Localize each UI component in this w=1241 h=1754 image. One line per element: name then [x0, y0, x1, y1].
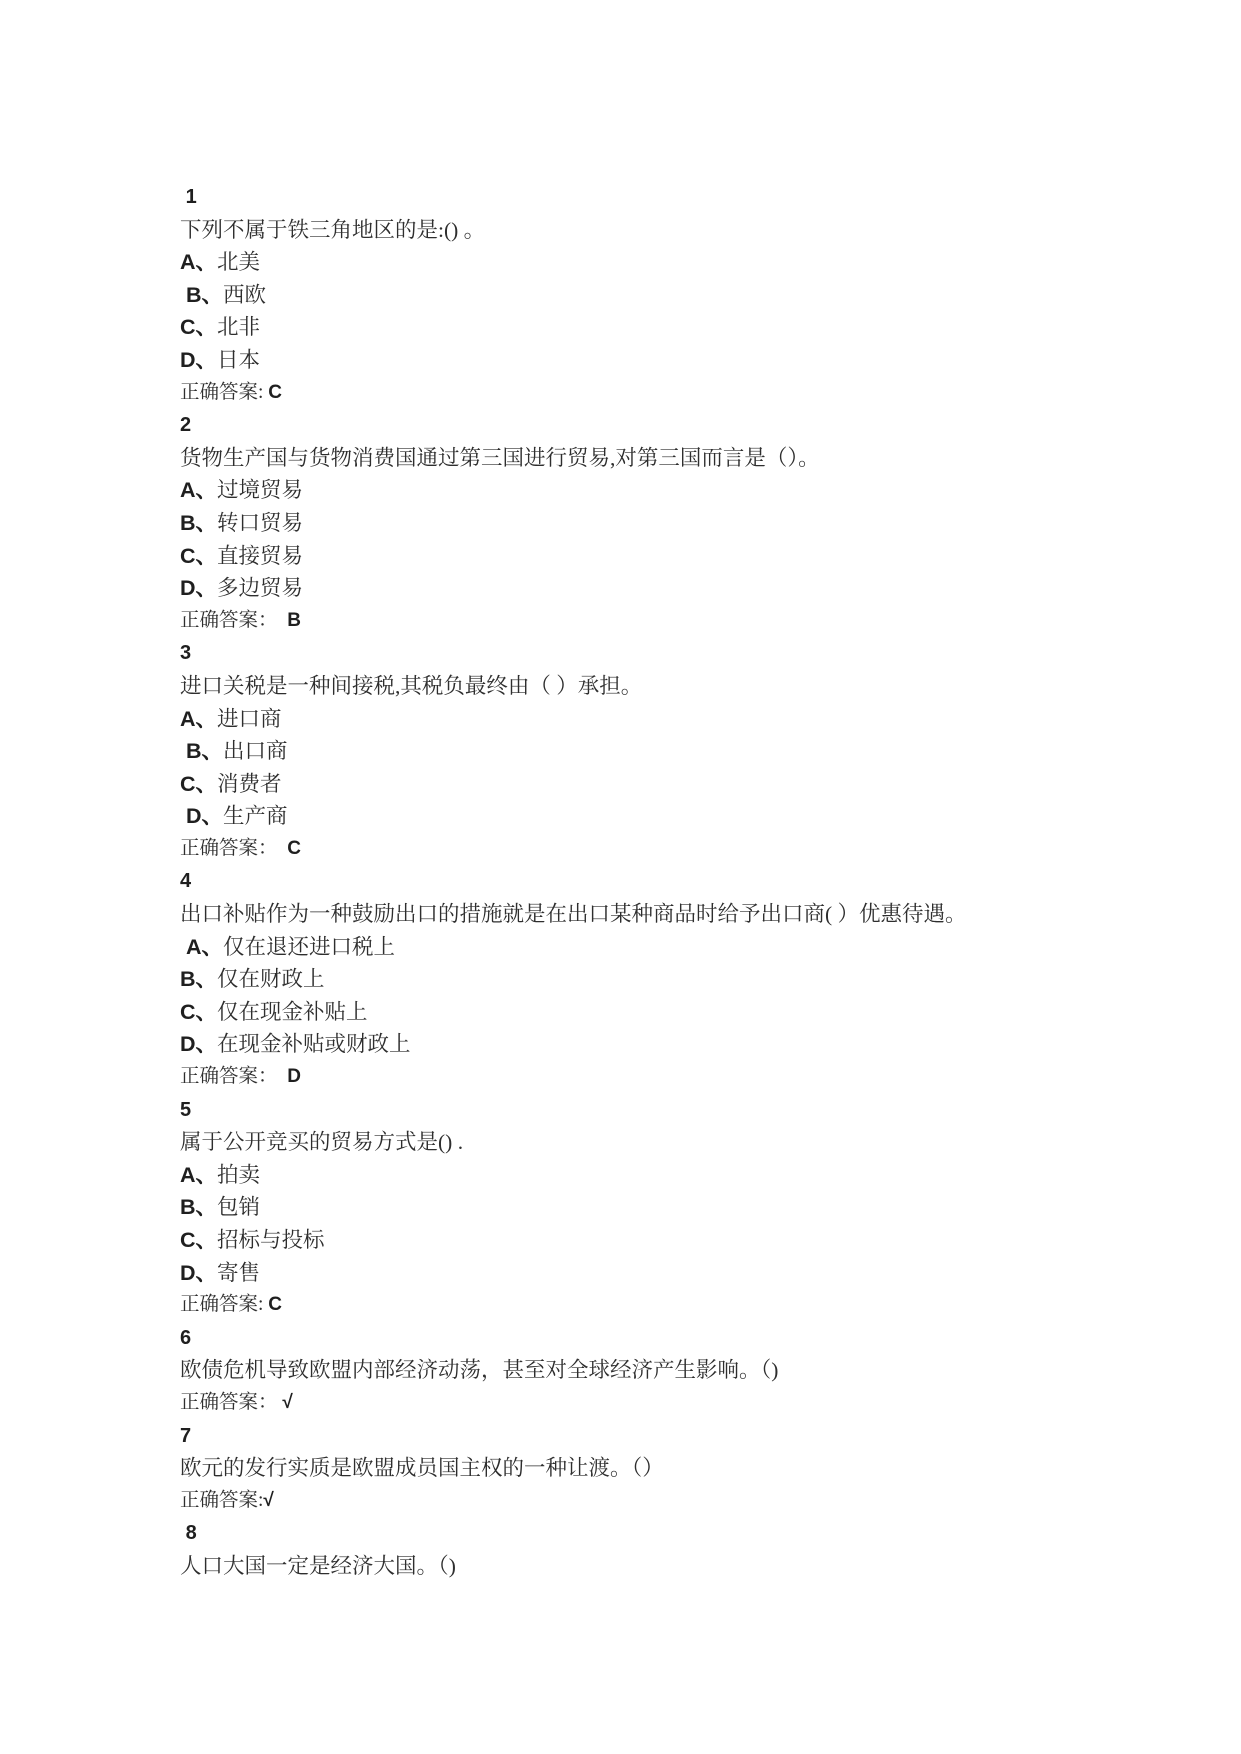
- question-number: 7: [180, 1424, 192, 1447]
- question-text: 人口大国一定是经济大国。（): [180, 1553, 456, 1578]
- question-text: 下列不属于铁三角地区的是:() 。: [180, 217, 486, 242]
- option: B、转口贸易: [180, 510, 304, 535]
- answer-prefix: 正确答案：: [180, 609, 288, 631]
- option: C、仅在现金补贴上: [180, 999, 368, 1024]
- option: D、在现金补贴或财政上: [180, 1032, 411, 1057]
- question-number: 8: [180, 1522, 197, 1545]
- option: A、仅在退还进口税上: [180, 934, 396, 959]
- question-text: 属于公开竞买的贸易方式是() .: [180, 1130, 464, 1155]
- question-block: [180, 181, 1181, 409]
- options: [180, 246, 1181, 376]
- question-number: 5: [180, 1098, 192, 1121]
- options: [180, 703, 1181, 833]
- question-number: 6: [180, 1326, 192, 1349]
- option: D、寄售: [180, 1260, 261, 1285]
- options: [180, 1159, 1181, 1289]
- question-number: 1: [180, 186, 197, 208]
- answer-line: [180, 605, 1181, 638]
- option: A、进口商: [180, 706, 282, 731]
- option: A、过境贸易: [180, 478, 304, 503]
- question-block: [180, 865, 1181, 1093]
- answer-value: D: [287, 1066, 301, 1088]
- question-block: [180, 1322, 1181, 1420]
- question-block: [180, 1094, 1181, 1322]
- question-text: 欧元的发行实质是欧盟成员国主权的一种让渡。（）: [180, 1456, 664, 1481]
- question-text: 出口补贴作为一种鼓励出口的措施就是在出口某种商品时给予出口商( ）优惠待遇。: [180, 902, 967, 927]
- option: A、拍卖: [180, 1162, 261, 1187]
- answer-prefix: 正确答案:: [180, 1294, 269, 1316]
- answer-prefix: 正确答案:: [180, 1489, 264, 1511]
- question-number: 4: [180, 870, 192, 893]
- answer-prefix: 正确答案：: [180, 837, 288, 859]
- option: A、北美: [180, 250, 261, 275]
- answer-line: [180, 1485, 1181, 1518]
- option: B、仅在财政上: [180, 967, 325, 992]
- option: B、出口商: [180, 739, 288, 764]
- option: B、西欧: [180, 282, 267, 307]
- option: D、日本: [180, 347, 261, 372]
- options: [180, 931, 1181, 1061]
- question-text: 欧债危机导致欧盟内部经济动荡，甚至对全球经济产生影响。（): [180, 1358, 779, 1383]
- answer-line: [180, 1387, 1181, 1420]
- answer-value: √: [282, 1391, 293, 1413]
- answer-prefix: 正确答案：: [180, 1066, 288, 1088]
- answer-value: C: [268, 381, 283, 403]
- answer-line: [180, 1289, 1181, 1322]
- question-block: [180, 1420, 1181, 1518]
- answer-line: [180, 377, 1181, 410]
- answer-line: [180, 1061, 1181, 1094]
- answer-prefix: 正确答案:: [180, 381, 269, 403]
- answer-line: [180, 833, 1181, 866]
- question-text: 进口关税是一种间接税,其税负最终由（ ）承担。: [180, 673, 643, 698]
- question-block: [180, 409, 1181, 637]
- answer-prefix: 正确答案：: [180, 1391, 283, 1413]
- option: D、生产商: [180, 804, 288, 829]
- option: C、北非: [180, 315, 261, 340]
- answer-value: C: [287, 837, 301, 859]
- question-block: [180, 1517, 1181, 1582]
- option: C、消费者: [180, 771, 282, 796]
- answer-value: C: [268, 1294, 283, 1316]
- option: C、招标与投标: [180, 1228, 325, 1252]
- question-block: [180, 637, 1181, 865]
- answer-value: √: [263, 1489, 274, 1511]
- question-number: 2: [180, 414, 192, 437]
- question-text: 货物生产国与货物消费国通过第三国进行贸易,对第三国而言是（）。: [180, 445, 820, 470]
- option: D、多边贸易: [180, 576, 304, 601]
- option: C、直接贸易: [180, 543, 304, 568]
- question-number: 3: [180, 642, 192, 665]
- options: [180, 474, 1181, 604]
- option: B、包销: [180, 1195, 261, 1220]
- answer-value: B: [287, 609, 301, 631]
